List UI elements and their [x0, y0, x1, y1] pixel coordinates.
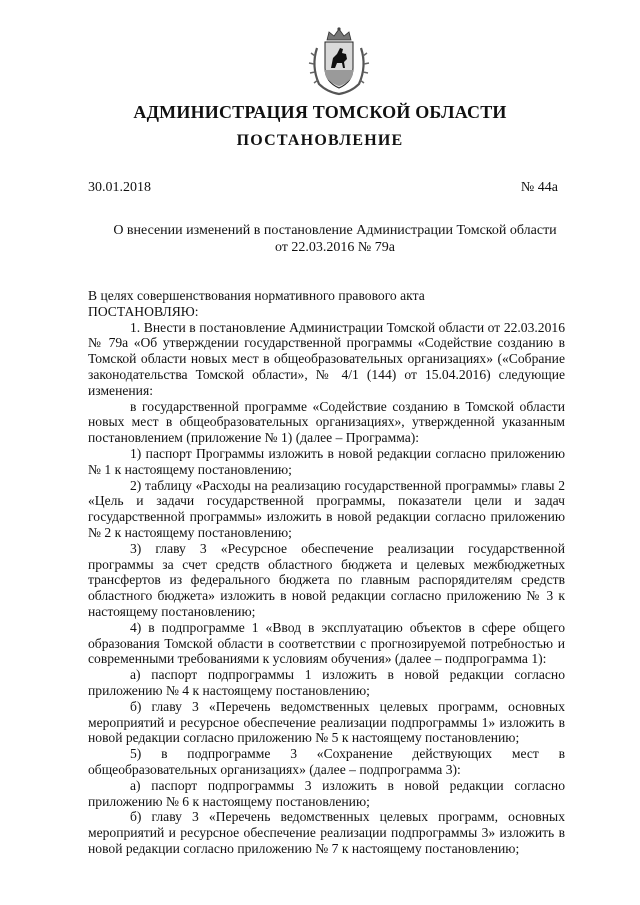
document-date: 30.01.2018	[88, 180, 151, 195]
tomsk-oblast-coat-of-arms-icon	[307, 26, 371, 96]
organization-title: АДМИНИСТРАЦИЯ ТОМСКОЙ ОБЛАСТИ	[133, 102, 507, 122]
body-paragraph: В целях совершенствования нормативного правового акта	[88, 288, 425, 303]
body-paragraph: б) главу 3 «Перечень ведомственных целевых программ, основных мероприятий и ресурсное обеспечение реализации подпрограммы 3» изложить в новой редакции согласно приложению № 7 к настоящему постановлению;	[88, 809, 565, 856]
body-paragraph: 1) паспорт Программы изложить в новой редакции согласно приложению № 1 к настоящему постановлению;	[88, 445, 565, 477]
body-paragraph: 4) в подпрограмме 1 «Ввод в эксплуатацию объектов в сфере общего образования Томской области в соответствии с прогнозируемой потребностью и современными требованиями к условиям обучения» (далее – подпрограмма 1):	[88, 619, 565, 667]
body-paragraph: 5) в подпрограмме 3 «Сохранение действующих мест в общеобразовательных организациях» (далее – подпрограмма 3):	[88, 746, 565, 777]
document-number: № 44а	[520, 180, 558, 195]
body-paragraph: 1. Внести в постановление Администрации Томской области от 22.03.2016 № 79а «Об утверждении государственной программы «Содействие созданию в Томской области новых мест в общеобразовательных организациях» («Собрание законодательства Томской области», № 4/1 (144) от 15.04.2016) следующие изменения:	[88, 319, 565, 398]
body-paragraph: а) паспорт подпрограммы 1 изложить в новой редакции согласно приложению № 4 к настоящему постановлению;	[88, 667, 565, 698]
body-paragraph: 3) главу 3 «Ресурсное обеспечение реализации государственной программы за счет средств областного бюджета и целевых межбюджетных трансфертов из федерального бюджета по главным распорядителям средств областного бюджета» изложить в новой редакции согласно приложению № 3 к настоящему постановлению;	[88, 540, 565, 619]
body-paragraph: а) паспорт подпрограммы 3 изложить в новой редакции согласно приложению № 6 к настоящему постановлению;	[88, 777, 565, 809]
subject-line: от 22.03.2016 № 79а	[274, 240, 395, 255]
subject-line: О внесении изменений в постановление Администрации Томской области	[113, 223, 557, 238]
body-paragraph: ПОСТАНОВЛЯЮ:	[88, 303, 199, 319]
body-paragraph: 2) таблицу «Расходы на реализацию государственной программы» главы 2 «Цель и задачи государственной программы, показатели цели и задач государственной программы» изложить в новой редакции согласно приложению № 2 к настоящему постановлению;	[88, 477, 565, 540]
body-paragraph: в государственной программе «Содействие созданию в Томской области новых мест в общеобразовательных организациях», утвержденной указанным постановлением (приложение № 1) (далее – Программа):	[88, 398, 565, 446]
document-type: ПОСТАНОВЛЕНИЕ	[236, 132, 404, 149]
document-subject	[100, 222, 570, 256]
document-body	[88, 288, 565, 857]
body-paragraph: б) главу 3 «Перечень ведомственных целевых программ, основных мероприятий и ресурсное обеспечение реализации подпрограммы 1» изложить в новой редакции согласно приложению № 5 к настоящему постановлению;	[88, 698, 565, 746]
